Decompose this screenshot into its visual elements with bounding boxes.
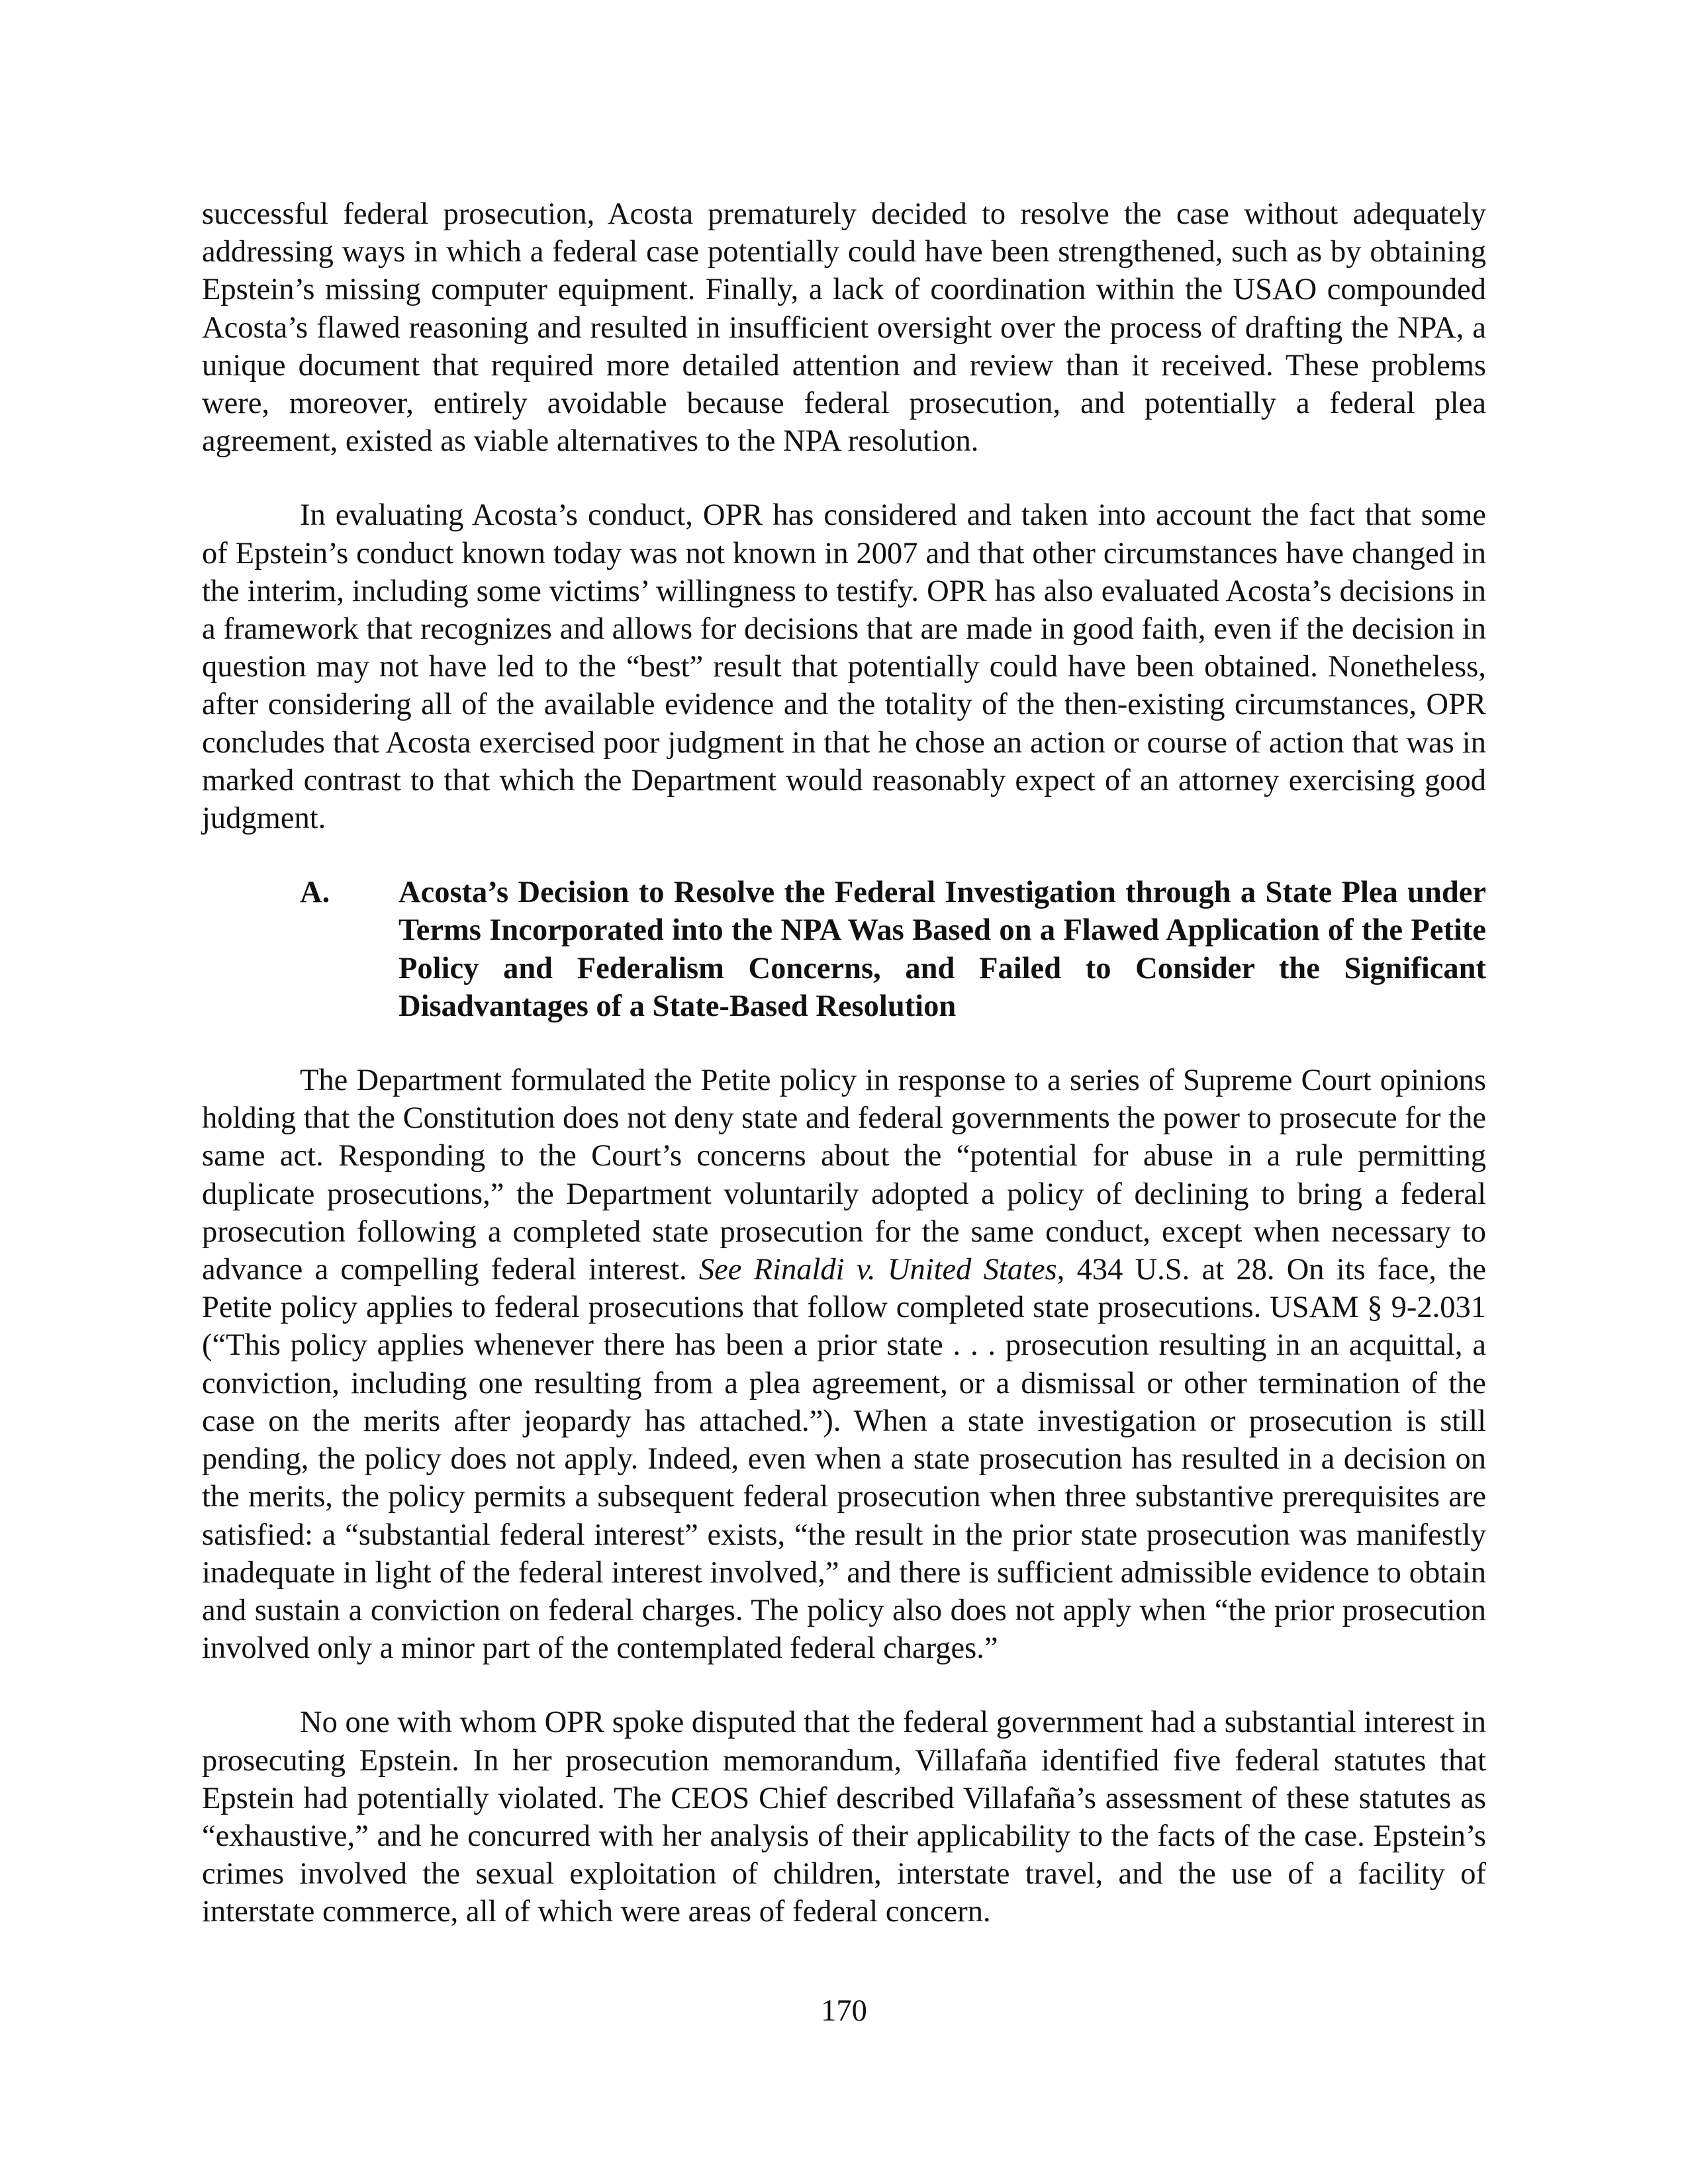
citation-case-name: Rinaldi v. United States <box>753 1253 1057 1287</box>
paragraph-gap <box>202 1667 1486 1704</box>
paragraph-gap <box>202 1025 1486 1062</box>
paragraph-petite-policy <box>202 1062 1486 1667</box>
paragraph-continuation: successful federal prosecution, Acosta prematurely decided to resolve the case without adequately addressing ways in which a federal case potentially could have been strengthened, such as by obtaining Epstein’s missing computer equipment. Finally, a lack of coordination within the USAO compounded Acosta’s flawed reasoning and resulted in insufficient oversight over the process of drafting the NPA, a unique document that required more detailed attention and review than it received. These problems were, moreover, entirely avoidable because federal prosecution, and potentially a federal plea agreement, existed as viable alternatives to the NPA resolution. <box>202 197 1486 459</box>
section-heading-label: A. <box>300 876 330 910</box>
page-number: 170 <box>821 1994 867 2028</box>
petite-text-after-citation: , 434 U.S. at 28. On its face, the Petite policy applies to federal prosecutions that follow completed state prosecutions. USAM § 9-2.031 (“This policy applies whenever there has been a prior state . . . prosecution resulting in an acquittal, a conviction, including one resulting from a plea agreement, or a dismissal or other termination of the case on the merits after jeopardy has attached.”). When a state investigation or prosecution is still pending, the policy does not apply. Indeed, even when a state prosecution has resulted in a decision on the merits, the policy permits a subsequent federal prosecution when three substantive prerequisites are satisfied: a “substantial federal interest” exists, “the result in the prior state prosecution was manifestly inadequate in light of the federal interest involved,” and there is sufficient admissible evidence to obtain and sustain a conviction on federal charges. The policy also does not apply when “the prior prosecution involved only a minor part of the contemplated federal charges.” <box>202 1253 1487 1666</box>
document-page <box>202 195 1486 1931</box>
citation-signal: See <box>698 1253 742 1287</box>
paragraph-gap <box>202 460 1486 496</box>
petite-text-before-citation: The Department formulated the Petite policy in response to a series of Supreme Court opinions holding that the Constitution does not deny state and federal governments the power to prosecute for the same act. Responding to the Court’s concerns about the “potential for abuse in a rule permitting duplicate prosecutions,” the Department voluntarily adopted a policy of declining to bring a federal prosecution following a completed state prosecution for the same conduct, except when necessary to advance a compelling federal interest. <box>202 1064 1486 1287</box>
paragraph-evaluation: In evaluating Acosta’s conduct, OPR has considered and taken into account the fact that some of Epstein’s conduct known today was not known in 2007 and that other circumstances have changed in the interim, including some victims’ willingness to testify. OPR has also evaluated Acosta’s decisions in a framework that recognizes and allows for decisions that are made in good faith, even if the decision in question may not have led to the “best” result that potentially could have been obtained. Nonetheless, after considering all of the available evidence and the totality of the then-existing circumstances, OPR concludes that Acosta exercised poor judgment in that he chose an action or course of action that was in marked contrast to that which the Department would reasonably expect of an attorney exercising good judgment. <box>202 498 1486 836</box>
paragraph-gap <box>202 837 1486 874</box>
section-heading-text: Acosta’s Decision to Resolve the Federal Investigation through a State Plea under Terms Incorporated into the NPA Was Based on a Flawed Application of the Petite Policy and Federalism Concerns, and Failed to Consider the Significant Disadvantages of a State-Based Resolution <box>399 876 1486 1023</box>
section-heading <box>202 874 1486 1025</box>
paragraph-federal-interest: No one with whom OPR spoke disputed that the federal government had a substantial interest in prosecuting Epstein. In her prosecution memorandum, Villafaña identified five federal statutes that Epstein had potentially violated. The CEOS Chief described Villafaña’s assessment of these statutes as “exhaustive,” and he concurred with her analysis of their applicability to the facts of the case. Epstein’s crimes involved the sexual exploitation of children, interstate travel, and the use of a facility of interstate commerce, all of which were areas of federal concern. <box>202 1706 1486 1929</box>
